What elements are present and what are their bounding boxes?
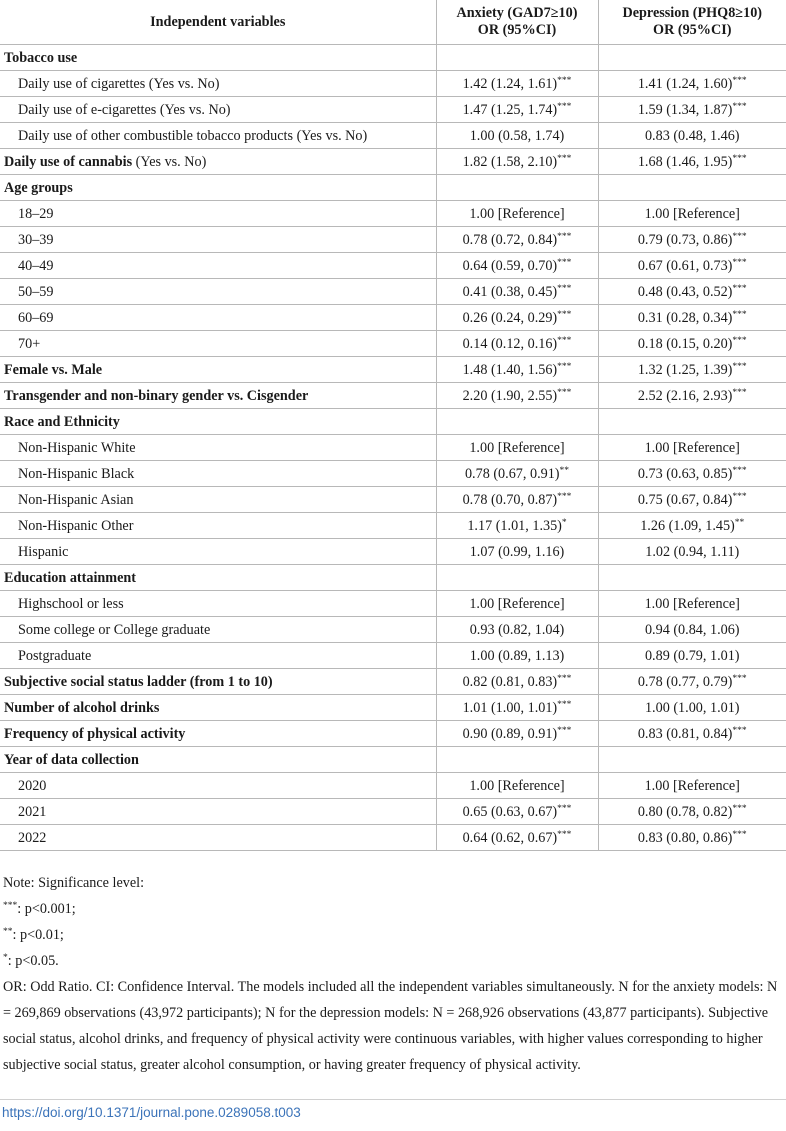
variable-cell (0, 565, 436, 591)
variable-cell (0, 175, 436, 201)
depression-or-value: 0.83 (0.81, 0.84) (637, 725, 733, 742)
variable-comparison: (Yes vs. No) (293, 127, 368, 144)
section-row (0, 565, 786, 591)
anxiety-significance: *** (557, 335, 572, 346)
variable-cell (0, 799, 436, 825)
variable-cell (0, 513, 436, 539)
variable-cell (0, 201, 436, 227)
variable-cell (0, 149, 436, 175)
variable-comparison: (Yes vs. No) (145, 75, 220, 92)
anxiety-significance: *** (557, 803, 572, 814)
variable-label: Female vs. Male (4, 361, 103, 378)
variable-cell (0, 617, 436, 643)
table-row (0, 383, 786, 409)
table-body (0, 45, 786, 851)
variable-cell (0, 539, 436, 565)
header-depression-title: Depression (PHQ8≥10) (622, 5, 763, 21)
header-depression (598, 0, 786, 45)
anxiety-or-value: 1.00 [Reference] (469, 595, 565, 612)
anxiety-significance: *** (557, 673, 572, 684)
depression-or-value: 0.78 (0.77, 0.79) (637, 673, 733, 690)
depression-significance: *** (732, 257, 747, 268)
depression-cell (598, 487, 786, 513)
depression-cell (598, 539, 786, 565)
section-row (0, 175, 786, 201)
depression-or-value: 0.94 (0.84, 1.06) (644, 621, 740, 638)
depression-cell (598, 695, 786, 721)
depression-cell (598, 149, 786, 175)
anxiety-or-value: 0.82 (0.81, 0.83) (462, 673, 558, 690)
table-row (0, 357, 786, 383)
variable-label: Hispanic (18, 543, 69, 560)
variable-label: Some college or College graduate (18, 621, 211, 638)
depression-cell (598, 669, 786, 695)
variable-cell (0, 747, 436, 773)
depression-or-value: 1.00 [Reference] (644, 439, 740, 456)
table-row (0, 617, 786, 643)
variable-label: 60–69 (18, 309, 54, 326)
depression-cell (598, 565, 786, 591)
section-label: Education attainment (4, 569, 137, 586)
variable-label: 30–39 (18, 231, 54, 248)
table-row (0, 279, 786, 305)
depression-cell (598, 591, 786, 617)
section-row (0, 409, 786, 435)
anxiety-significance: *** (557, 153, 572, 164)
depression-or-value: 0.80 (0.78, 0.82) (637, 803, 733, 820)
anxiety-cell (436, 383, 598, 409)
header-depression-or: OR (95%CI) (653, 22, 732, 38)
depression-cell (598, 227, 786, 253)
anxiety-or-value: 1.48 (1.40, 1.56) (462, 361, 558, 378)
depression-or-value: 0.67 (0.61, 0.73) (637, 257, 733, 274)
depression-or-value: 1.02 (0.94, 1.11) (645, 543, 740, 560)
table-header (0, 0, 786, 45)
table-row (0, 643, 786, 669)
anxiety-cell (436, 201, 598, 227)
anxiety-significance: *** (557, 309, 572, 320)
variable-cell (0, 669, 436, 695)
anxiety-or-value: 0.14 (0.12, 0.16) (462, 335, 558, 352)
depression-or-value: 2.52 (2.16, 2.93) (637, 387, 733, 404)
table-row (0, 773, 786, 799)
anxiety-or-value: 0.78 (0.72, 0.84) (462, 231, 558, 248)
depression-or-value: 1.00 [Reference] (644, 595, 740, 612)
anxiety-cell (436, 487, 598, 513)
anxiety-significance: *** (557, 387, 572, 398)
variable-cell (0, 643, 436, 669)
depression-or-value: 1.00 (1.00, 1.01) (644, 699, 740, 716)
variable-label: Transgender and non-binary gender vs. Cisgender (4, 387, 309, 404)
anxiety-or-value: 1.42 (1.24, 1.61) (462, 75, 558, 92)
table-row (0, 487, 786, 513)
variable-label: Daily use of e-cigarettes (18, 101, 157, 118)
depression-or-value: 0.75 (0.67, 0.84) (637, 491, 733, 508)
anxiety-or-value: 0.93 (0.82, 1.04) (469, 621, 565, 638)
header-anxiety (436, 0, 598, 45)
anxiety-cell (436, 409, 598, 435)
variable-label: 2020 (18, 777, 47, 794)
anxiety-significance: *** (557, 361, 572, 372)
anxiety-cell (436, 175, 598, 201)
section-label: Tobacco use (4, 49, 78, 66)
anxiety-cell (436, 825, 598, 851)
variable-cell (0, 253, 436, 279)
table-row (0, 227, 786, 253)
anxiety-cell (436, 97, 598, 123)
anxiety-or-value: 0.41 (0.38, 0.45) (462, 283, 558, 300)
depression-or-value: 1.59 (1.34, 1.87) (637, 101, 733, 118)
anxiety-cell (436, 253, 598, 279)
depression-cell (598, 175, 786, 201)
anxiety-or-value: 0.78 (0.67, 0.91) (464, 465, 560, 482)
depression-cell (598, 461, 786, 487)
depression-cell (598, 97, 786, 123)
anxiety-cell (436, 773, 598, 799)
table-row (0, 435, 786, 461)
table-row (0, 461, 786, 487)
depression-significance: *** (732, 829, 747, 840)
anxiety-cell (436, 227, 598, 253)
variable-cell (0, 123, 436, 149)
anxiety-significance: *** (557, 699, 572, 710)
depression-or-value: 0.83 (0.48, 1.46) (644, 127, 740, 144)
depression-cell (598, 279, 786, 305)
variable-cell (0, 487, 436, 513)
variable-label: Postgraduate (18, 647, 92, 664)
depression-or-value: 0.73 (0.63, 0.85) (637, 465, 733, 482)
anxiety-significance: *** (557, 829, 572, 840)
section-row (0, 45, 786, 71)
anxiety-significance: ** (559, 465, 570, 476)
variable-cell (0, 305, 436, 331)
variable-cell (0, 461, 436, 487)
depression-cell (598, 747, 786, 773)
anxiety-or-value: 0.64 (0.59, 0.70) (462, 257, 558, 274)
depression-cell (598, 201, 786, 227)
depression-cell (598, 305, 786, 331)
depression-cell (598, 123, 786, 149)
table-notes (3, 870, 785, 1078)
depression-or-value: 1.68 (1.46, 1.95) (637, 153, 733, 170)
anxiety-or-value: 1.17 (1.01, 1.35) (467, 517, 562, 534)
depression-or-value: 1.00 [Reference] (644, 205, 740, 222)
anxiety-cell (436, 565, 598, 591)
anxiety-cell (436, 279, 598, 305)
variable-cell (0, 227, 436, 253)
anxiety-cell (436, 617, 598, 643)
depression-cell (598, 617, 786, 643)
anxiety-cell (436, 435, 598, 461)
variable-label: Number of alcohol drinks (4, 699, 160, 716)
depression-cell (598, 513, 786, 539)
variable-cell (0, 721, 436, 747)
section-label: Year of data collection (4, 751, 139, 768)
anxiety-significance: *** (557, 491, 572, 502)
depression-significance: *** (732, 387, 747, 398)
anxiety-or-value: 0.78 (0.70, 0.87) (462, 491, 558, 508)
variable-label: 40–49 (18, 257, 54, 274)
depression-or-value: 0.89 (0.79, 1.01) (644, 647, 740, 664)
depression-cell (598, 71, 786, 97)
variable-label: 2022 (18, 829, 47, 846)
variable-cell (0, 331, 436, 357)
anxiety-cell (436, 71, 598, 97)
depression-significance: *** (732, 361, 747, 372)
anxiety-cell (436, 357, 598, 383)
depression-cell (598, 357, 786, 383)
anxiety-cell (436, 539, 598, 565)
anxiety-or-value: 1.07 (0.99, 1.16) (469, 543, 565, 560)
depression-significance: *** (732, 465, 747, 476)
variable-cell (0, 357, 436, 383)
variable-label: 18–29 (18, 205, 54, 222)
depression-or-value: 0.48 (0.43, 0.52) (637, 283, 733, 300)
anxiety-or-value: 1.00 [Reference] (469, 439, 565, 456)
notes-level-stars: ** (3, 927, 13, 937)
variable-label: Highschool or less (18, 595, 124, 612)
anxiety-cell (436, 331, 598, 357)
variable-label: Daily use of other combustible tobacco products (18, 127, 294, 144)
table-row (0, 71, 786, 97)
notes-level-text: : p<0.001; (17, 901, 76, 917)
depression-cell (598, 409, 786, 435)
section-row (0, 747, 786, 773)
anxiety-or-value: 0.64 (0.62, 0.67) (462, 829, 558, 846)
variable-label: Non-Hispanic Black (18, 465, 135, 482)
anxiety-or-value: 1.00 (0.89, 1.13) (469, 647, 565, 664)
table-row (0, 513, 786, 539)
variable-cell (0, 773, 436, 799)
depression-significance: *** (732, 153, 747, 164)
notes-significance-title: Note: Significance level: (3, 875, 145, 891)
notes-level-0 (3, 896, 785, 922)
anxiety-significance: *** (557, 725, 572, 736)
table-row (0, 695, 786, 721)
table-row (0, 669, 786, 695)
variable-cell (0, 435, 436, 461)
anxiety-or-value: 2.20 (1.90, 2.55) (462, 387, 558, 404)
variable-comparison: (Yes vs. No) (132, 153, 207, 170)
depression-significance: *** (732, 75, 747, 86)
depression-significance: *** (732, 335, 747, 346)
anxiety-or-value: 1.82 (1.58, 2.10) (462, 153, 558, 170)
depression-significance: *** (732, 725, 747, 736)
variable-cell (0, 279, 436, 305)
anxiety-or-value: 1.00 [Reference] (469, 205, 565, 222)
depression-significance: *** (732, 309, 747, 320)
header-anxiety-title: Anxiety (GAD7≥10) (456, 5, 578, 21)
anxiety-significance: *** (557, 75, 572, 86)
variable-label: Daily use of cannabis (4, 153, 133, 170)
depression-or-value: 0.31 (0.28, 0.34) (637, 309, 733, 326)
anxiety-or-value: 1.47 (1.25, 1.74) (462, 101, 558, 118)
anxiety-significance: *** (557, 283, 572, 294)
variable-label: 70+ (18, 335, 41, 352)
depression-or-value: 0.83 (0.80, 0.86) (637, 829, 733, 846)
variable-label: 2021 (18, 803, 47, 820)
table-row (0, 331, 786, 357)
depression-cell (598, 799, 786, 825)
depression-or-value: 1.26 (1.09, 1.45) (640, 517, 735, 534)
notes-level-stars: *** (3, 901, 18, 911)
variable-label: Frequency of physical activity (4, 725, 186, 742)
depression-cell (598, 773, 786, 799)
anxiety-cell (436, 45, 598, 71)
anxiety-cell (436, 643, 598, 669)
anxiety-cell (436, 669, 598, 695)
depression-cell (598, 435, 786, 461)
variable-label: Subjective social status ladder (from 1 to 10) (4, 673, 273, 690)
depression-significance: *** (732, 283, 747, 294)
depression-cell (598, 253, 786, 279)
notes-level-stars: * (3, 953, 8, 963)
table-row (0, 201, 786, 227)
anxiety-cell (436, 149, 598, 175)
section-label: Race and Ethnicity (4, 413, 120, 430)
anxiety-significance: *** (557, 101, 572, 112)
table-row (0, 305, 786, 331)
table-row (0, 149, 786, 175)
depression-significance: *** (732, 803, 747, 814)
table-row (0, 253, 786, 279)
anxiety-cell (436, 461, 598, 487)
depression-or-value: 0.18 (0.15, 0.20) (637, 335, 733, 352)
anxiety-or-value: 1.00 [Reference] (469, 777, 565, 794)
variable-cell (0, 825, 436, 851)
anxiety-cell (436, 123, 598, 149)
notes-level-text: : p<0.05. (7, 953, 59, 969)
anxiety-cell (436, 695, 598, 721)
variable-cell (0, 591, 436, 617)
depression-significance: *** (732, 673, 747, 684)
depression-cell (598, 721, 786, 747)
anxiety-cell (436, 513, 598, 539)
depression-significance: *** (732, 101, 747, 112)
depression-cell (598, 643, 786, 669)
anxiety-or-value: 0.90 (0.89, 0.91) (462, 725, 558, 742)
table-row (0, 591, 786, 617)
anxiety-significance: * (561, 517, 567, 528)
table-row (0, 97, 786, 123)
variable-cell (0, 71, 436, 97)
anxiety-cell (436, 747, 598, 773)
variable-cell (0, 45, 436, 71)
variable-label: Non-Hispanic Other (18, 517, 134, 534)
variable-label: Non-Hispanic Asian (18, 491, 134, 508)
depression-or-value: 1.32 (1.25, 1.39) (637, 361, 733, 378)
variable-label: Daily use of cigarettes (18, 75, 146, 92)
variable-label: Non-Hispanic White (18, 439, 136, 456)
notes-level-2 (3, 948, 785, 974)
table-row (0, 539, 786, 565)
depression-or-value: 1.41 (1.24, 1.60) (637, 75, 733, 92)
depression-or-value: 1.00 [Reference] (644, 777, 740, 794)
anxiety-cell (436, 305, 598, 331)
anxiety-cell (436, 721, 598, 747)
table-row (0, 123, 786, 149)
variable-cell (0, 97, 436, 123)
variable-cell (0, 409, 436, 435)
doi-divider (0, 1099, 786, 1100)
variable-cell (0, 383, 436, 409)
doi-link[interactable]: https://doi.org/10.1371/journal.pone.0289058.t003 (2, 1105, 301, 1120)
header-anxiety-or: OR (95%CI) (477, 22, 557, 38)
table-row (0, 799, 786, 825)
table-row (0, 721, 786, 747)
depression-significance: ** (734, 517, 745, 528)
anxiety-or-value: 0.65 (0.63, 0.67) (462, 803, 558, 820)
table-row (0, 825, 786, 851)
anxiety-or-value: 1.00 (0.58, 1.74) (469, 127, 565, 144)
depression-cell (598, 331, 786, 357)
notes-level-text: : p<0.01; (12, 927, 64, 943)
depression-significance: *** (732, 231, 747, 242)
depression-significance: *** (732, 491, 747, 502)
notes-level-1 (3, 922, 785, 948)
anxiety-significance: *** (557, 257, 572, 268)
anxiety-or-value: 1.01 (1.00, 1.01) (462, 699, 558, 716)
depression-or-value: 0.79 (0.73, 0.86) (637, 231, 733, 248)
header-independent-variables: Independent variables (0, 0, 436, 45)
anxiety-cell (436, 799, 598, 825)
variable-cell (0, 695, 436, 721)
depression-cell (598, 383, 786, 409)
anxiety-or-value: 0.26 (0.24, 0.29) (462, 309, 558, 326)
section-label: Age groups (4, 179, 73, 196)
variable-comparison: (Yes vs. No) (156, 101, 231, 118)
depression-cell (598, 825, 786, 851)
variable-label: 50–59 (18, 283, 54, 300)
notes-body: OR: Odd Ratio. CI: Confidence Interval. The models included all the independent variables simultaneously. N for the anxiety models: N = 269,869 observations (43,972 participants); N for the depression models: N = 268,926 observations (43,877 participants). Subjective social status, alcohol drinks, and frequency of physical activity were continuous variables, with higher values corresponding to higher subjective social status, greater alcohol consumption, or having greater frequency of physical activity. (3, 979, 778, 1073)
anxiety-significance: *** (557, 231, 572, 242)
depression-cell (598, 45, 786, 71)
anxiety-cell (436, 591, 598, 617)
